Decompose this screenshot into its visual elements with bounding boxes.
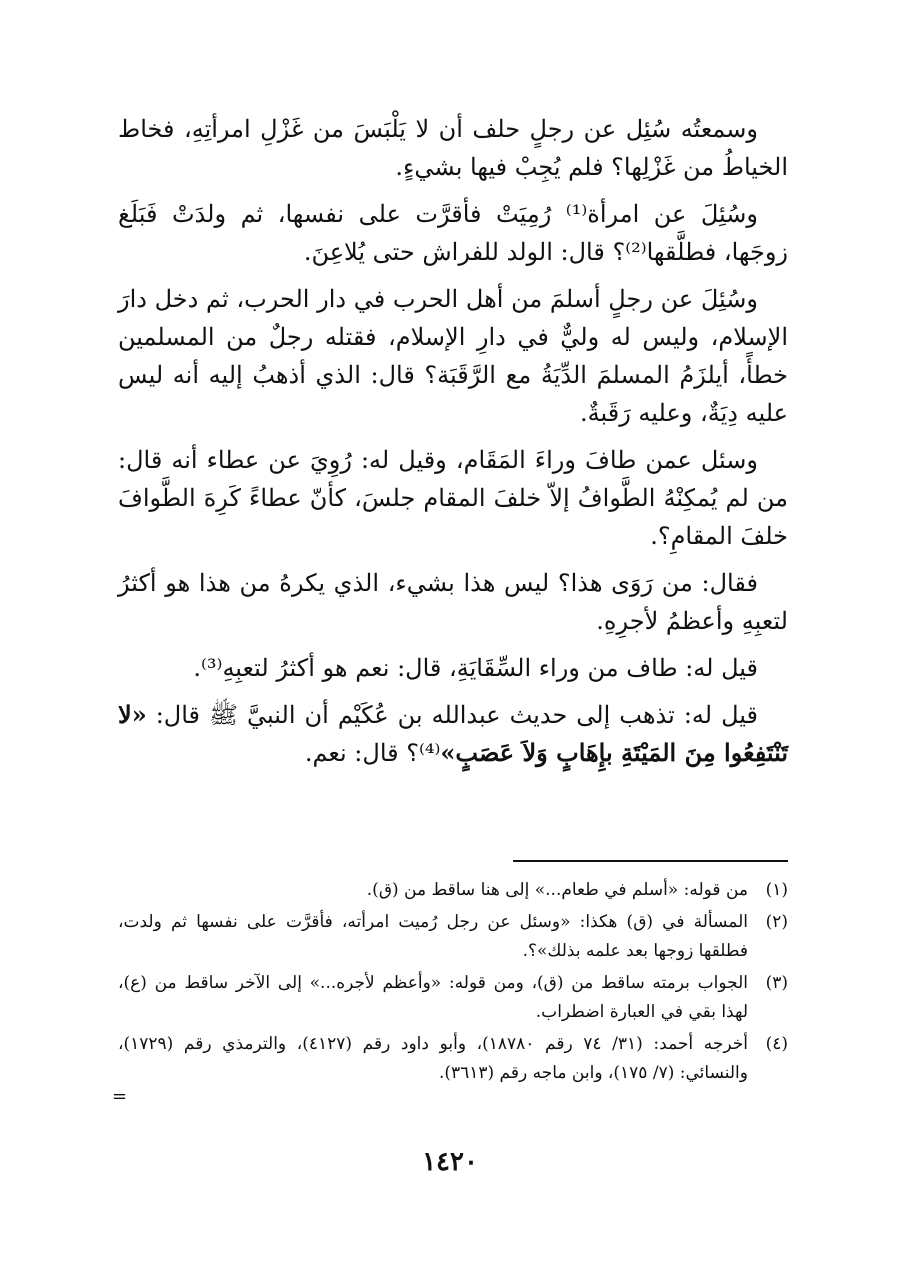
paragraph-text: ⁽⁴⁾؟ قال: نعم. [304, 739, 441, 767]
paragraph: فقال: من رَوَى هذا؟ ليس هذا بشيء، الذي يكرهُ من هذا هو أكثرُ لتعبِهِ وأعظمُ لأجرِهِ. [118, 569, 788, 635]
paragraph: وسُئِلَ عن امرأة⁽¹⁾ رُمِيَتْ فأقرَّت على نفسها، ثم ولدَتْ فَبَلَغ زوجَها، فطلَّقها⁽²⁾؟ قال: الولد للفراش حتى يُلاعِنَ. [118, 200, 788, 266]
paragraph-text: قيل له: تذهب إلى حديث عبدالله بن عُكَيْم أن النبيَّ ﷺ قال: [146, 701, 758, 729]
main-text [118, 110, 788, 781]
paragraph: وسئل عمن طافَ وراءَ المَقَام، وقيل له: رُوِيَ عن عطاء أنه قال: من لم يُمكِنْهُ الطَّوافُ إلاّ خلفَ المقام جلسَ، كأنّ عطاءً كَرِهَ الطَّوافَ خلفَ المقامِ؟. [118, 446, 788, 550]
page-number: ١٤٢٠ [422, 1147, 478, 1177]
hadith-quote: «لا تَنْتَفِعُوا مِنَ المَيْتَةِ بإِهَابٍ وَلاَ عَصَبٍ» [118, 700, 788, 767]
footnote-separator [513, 860, 788, 862]
footnote-text: أخرجه أحمد: (٣١/ ٧٤ رقم ١٨٧٨٠)، وأبو داود رقم (٤١٢٧)، والترمذي رقم (١٧٢٩)، والنسائي: (٧/ ١٧٥)، وابن ماجه رقم (٣٦١٣). [118, 1034, 748, 1083]
footnote [118, 969, 788, 1027]
footnote [118, 876, 788, 905]
footnote [118, 1030, 788, 1088]
footnote-number: (٤) [765, 1034, 788, 1054]
footnote-number: (٣) [765, 973, 788, 993]
footnote-number: (٢) [765, 912, 788, 932]
footnote-number: (١) [765, 880, 788, 900]
paragraph: قيل له: طاف من وراء السِّقَايَةِ، قال: نعم هو أكثرُ لتعبِهِ⁽³⁾. [193, 654, 758, 682]
footnotes [118, 876, 788, 1091]
paragraph: وسُئِلَ عن رجلٍ أسلمَ من أهل الحرب في دار الحرب، ثم دخل دارَ الإسلام، وليس له وليٌّ في دارِ الإسلام، فقتله رجلٌ من المسلمين خطأً، أيلزَمُ المسلمَ الدِّيَةُ مع الرَّقَبَة؟ قال: الذي أذهبُ إليه أنه ليس عليه دِيَةٌ، وعليه رَقَبةٌ. [118, 285, 788, 427]
continuation-mark: = [112, 1086, 128, 1107]
footnote-text: الجواب برمته ساقط من (ق)، ومن قوله: «وأعظم لأجره...» إلى الآخر ساقط من (ع)، لهذا بقي في العبارة اضطراب. [118, 973, 748, 1022]
footnote-text: من قوله: «أسلم في طعام...» إلى هنا ساقط من (ق). [366, 880, 748, 900]
paragraph-hadith [118, 696, 788, 772]
footnote [118, 908, 788, 966]
paragraph: وسمعتُه سُئِل عن رجلٍ حلف أن لا يَلْبَسَ من غَزْلِ امرأتِهِ، فخاط الخياطُ من غَزْلِها؟ فلم يُجِبْ فيها بشيءٍ. [118, 115, 788, 181]
footnote-text: المسألة في (ق) هكذا: «وسئل عن رجل رُميت امرأته، فأقرَّت على نفسها ثم ولدت، فطلقها زوجها بعد علمه بذلك»؟. [118, 912, 748, 961]
